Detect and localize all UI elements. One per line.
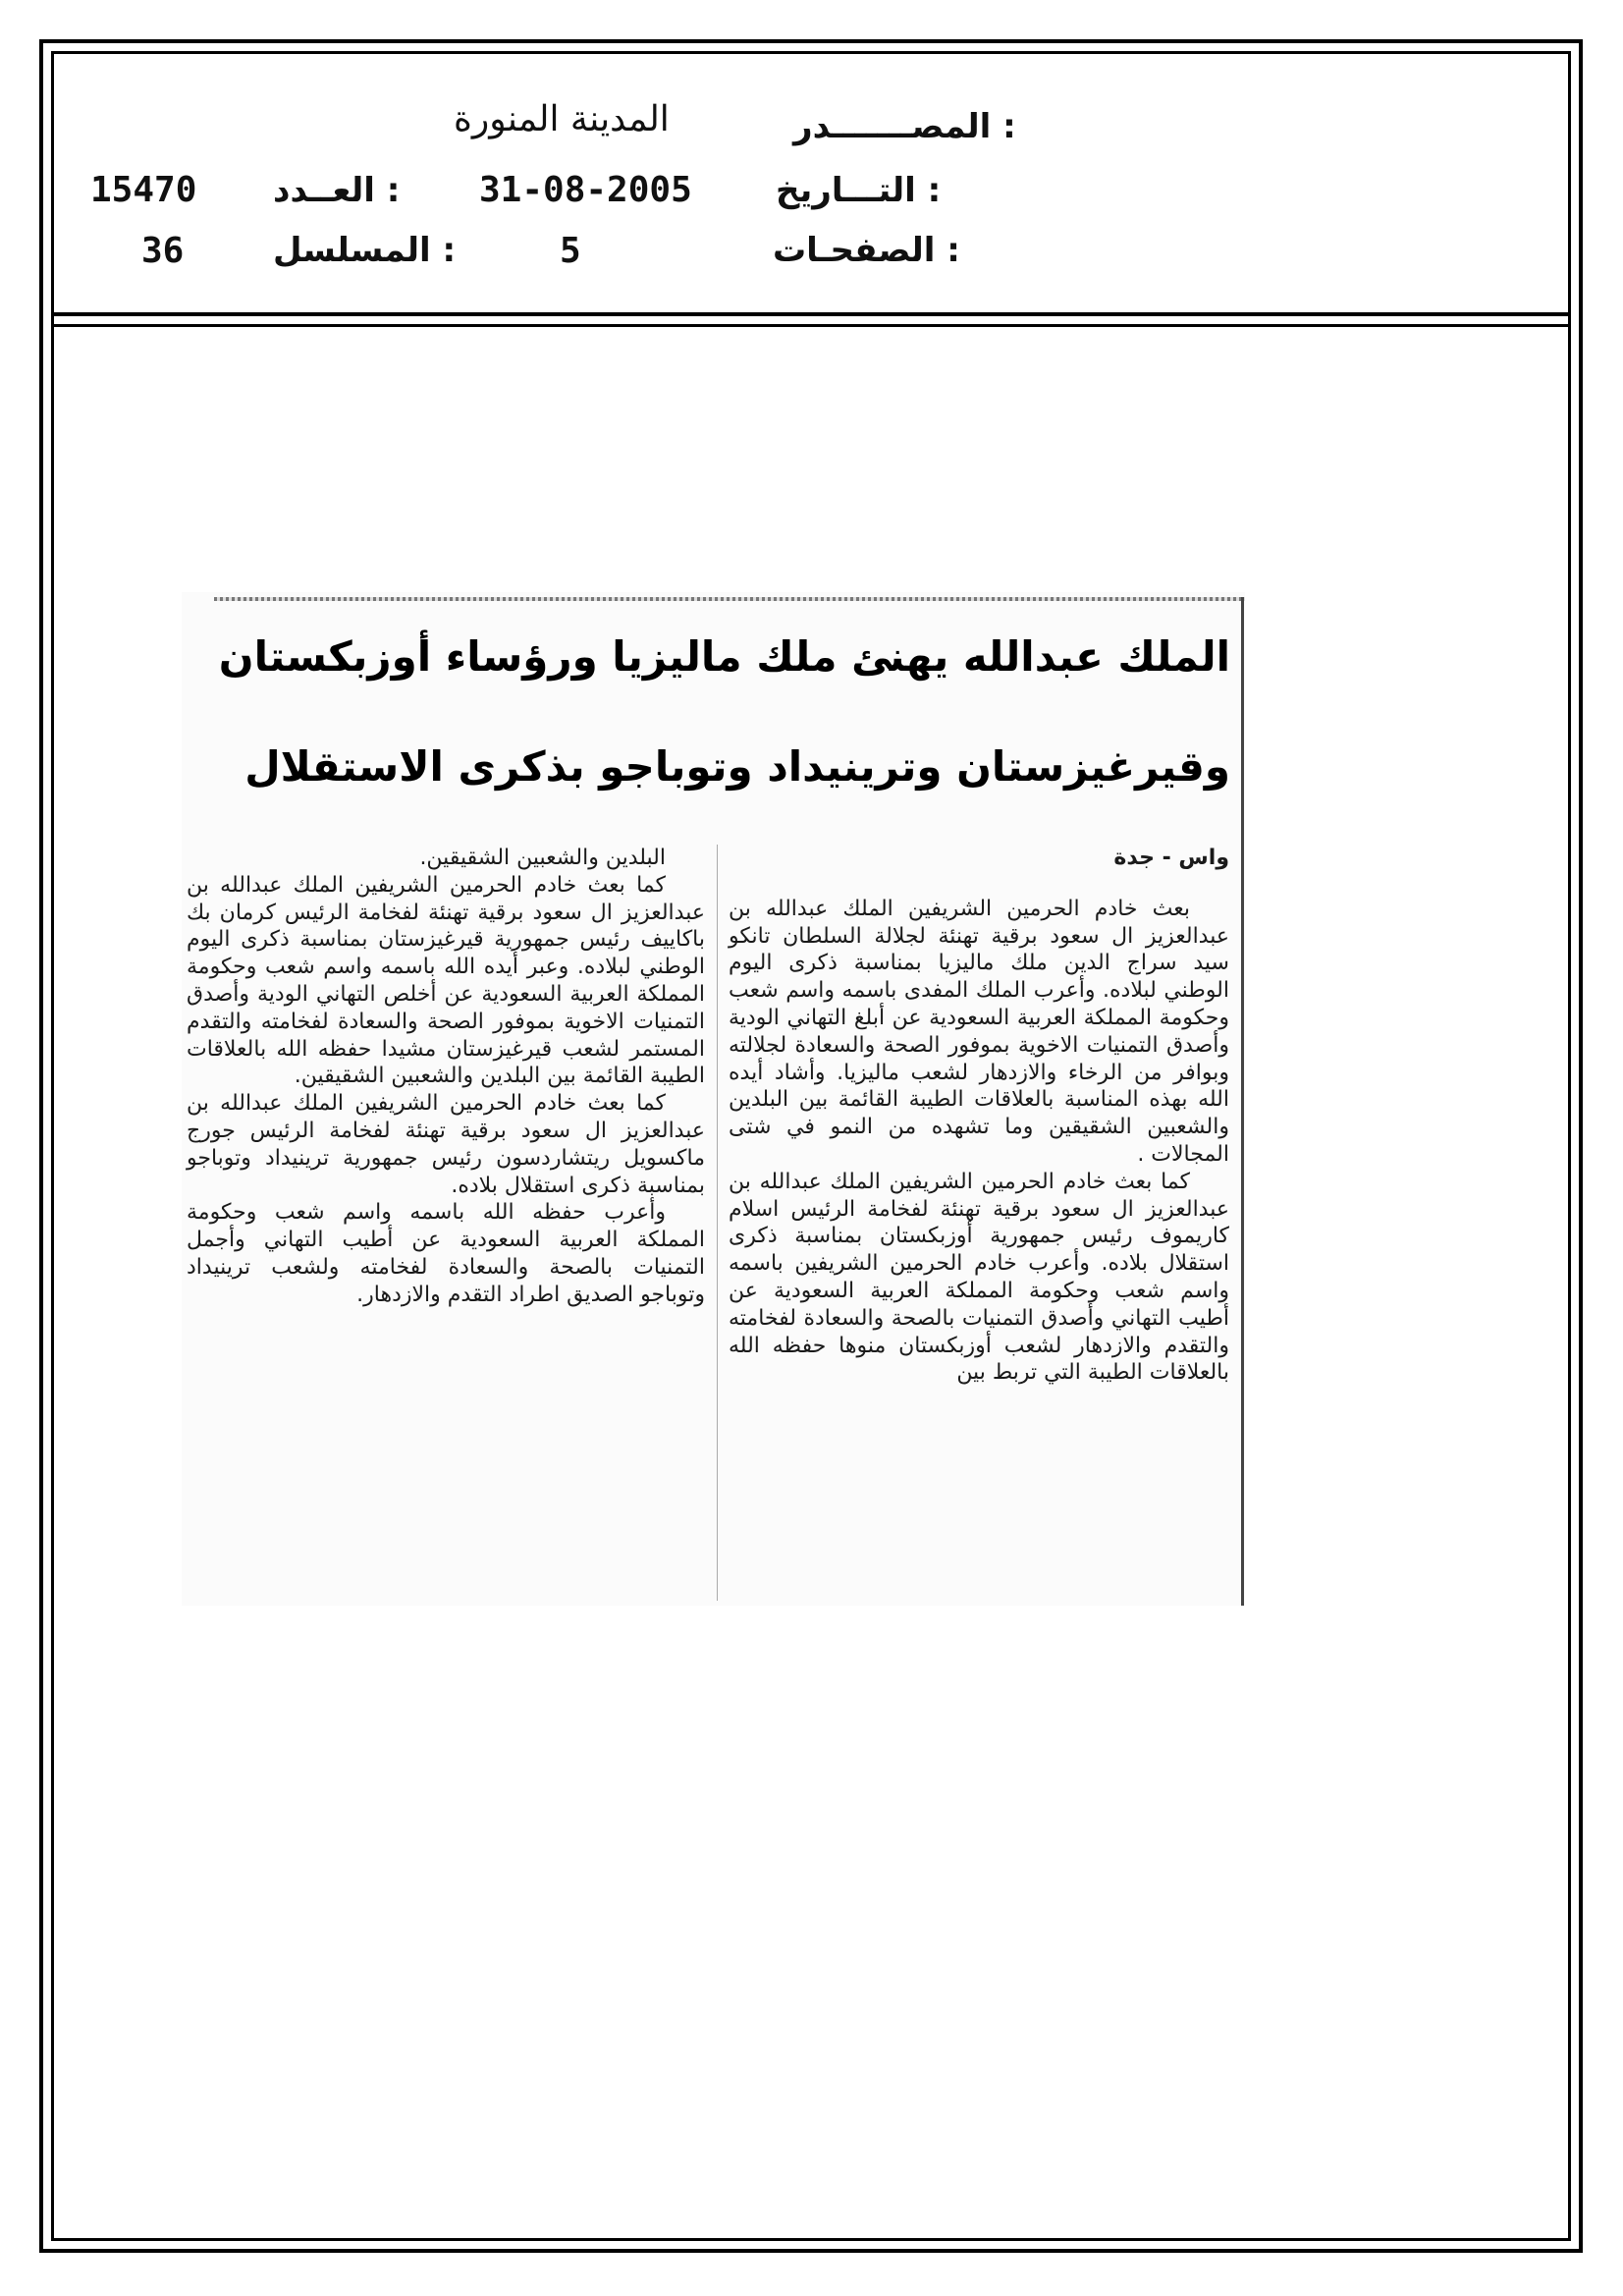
date-value: 31-08-2005 — [479, 170, 692, 210]
header-divider-double — [51, 324, 1571, 327]
headline-line-1: الملك عبدالله يهنئ ملك ماليزيا ورؤساء أوزبكستان — [218, 632, 1230, 681]
paragraph: كما بعث خادم الحرمين الشريفين الملك عبدالله بن عبدالعزيز ال سعود برقية تهنئة لفخامة الرئيس كرمان بك باكاييف رئيس جمهورية قيرغيزستان بمناسبة ذكرى اليوم الوطني لبلاده. وعبر أيده الله باسمه واسم شعب وحكومة المملكة العربية السعودية عن أخلص التهاني الودية وأصدق التمنيات الاخوية بموفور الصحة والسعادة لفخامته والتقدم المستمر لشعب قيرغيزستان مشيدا حفظه الله بالعلاقات الطيبة القائمة بين البلدين والشعبين الشقيقين. — [187, 872, 705, 1089]
column-divider — [717, 845, 718, 1601]
serial-value: 36 — [141, 231, 185, 271]
source-value: المدينة المنورة — [454, 99, 670, 139]
dateline: واس - جدة — [1113, 846, 1229, 870]
paragraph: وأعرب حفظه الله باسمه واسم شعب وحكومة المملكة العربية السعودية عن أطيب التهاني وأجمل التمنيات بالصحة والسعادة لفخامته ولشعب ترينيداد وتوباجو الصديق اطراد التقدم والازدهار. — [187, 1200, 705, 1307]
paragraph: كما بعث خادم الحرمين الشريفين الملك عبدالله بن عبدالعزيز ال سعود برقية تهنئة لفخامة الرئيس جورج ماكسويل ريتشاردسون رئيس جمهورية ترينيداد وتوباجو بمناسبة ذكرى استقلال بلاده. — [187, 1091, 705, 1198]
header-divider — [51, 312, 1571, 316]
serial-label: المسلسل : — [273, 231, 457, 270]
issue-value: 15470 — [90, 170, 197, 210]
paragraph: البلدين والشعبين الشقيقين. — [419, 846, 666, 870]
date-label: التـــاريخ : — [776, 171, 942, 210]
headline-line-2: وقيرغيزستان وترينيداد وتوباجو بذكرى الاستقلال — [244, 742, 1230, 791]
pages-label: الصفحـات : — [773, 231, 960, 270]
article-column-left — [187, 845, 705, 1309]
article-column-right — [729, 845, 1229, 1387]
pages-value: 5 — [560, 231, 581, 271]
source-label: المصـــــــدر : — [793, 107, 1016, 146]
clipping-right-edge — [1241, 597, 1244, 1606]
paragraph: بعث خادم الحرمين الشريفين الملك عبدالله بن عبدالعزيز ال سعود برقية تهنئة لجلالة السلطان تانكو سيد سراج الدين ملك ماليزيا بمناسبة ذكرى اليوم الوطني لبلاده. وأعرب الملك المفدى باسمه واسم شعب وحكومة المملكة العربية السعودية عن أبلغ التهاني الودية وأصدق التمنيات الاخوية بموفور الصحة والسعادة لجلالته وبوافر من الرخاء والازدهار لشعب ماليزيا. وأشاد أيده الله بهذه المناسبة بالعلاقات الطيبة القائمة بين البلدين والشعبين الشقيقين وما تشهده من النمو في شتى المجالات . — [729, 896, 1229, 1167]
clipping-top-edge — [214, 597, 1245, 601]
paragraph: كما بعث خادم الحرمين الشريفين الملك عبدالله بن عبدالعزيز ال سعود برقية تهنئة لفخامة الرئيس اسلام كاريموف رئيس جمهورية أوزبكستان بمناسبة ذكرى استقلال بلاده. وأعرب خادم الحرمين الشريفين باسمه واسم شعب وحكومة المملكة العربية السعودية عن أطيب التهاني وأصدق التمنيات بالصحة والسعادة لفخامته والتقدم والازدهار لشعب أوزبكستان منوها حفظه الله بالعلاقات الطيبة التي تربط بين — [729, 1169, 1229, 1386]
issue-label: العــدد : — [273, 171, 401, 210]
